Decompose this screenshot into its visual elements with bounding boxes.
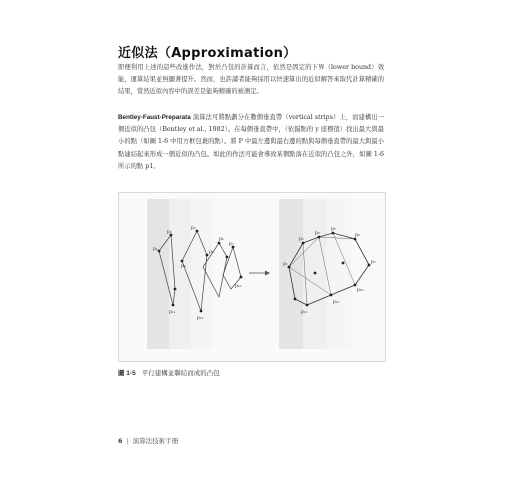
svg-text:p₃: p₃	[191, 226, 196, 231]
svg-text:p₂: p₂	[299, 237, 304, 242]
svg-text:p₅: p₅	[331, 227, 336, 232]
page-number: 6	[118, 437, 123, 445]
strip-left-3	[191, 199, 213, 349]
svg-text:p₃: p₃	[315, 231, 320, 236]
svg-text:p₁₂: p₁₂	[333, 300, 340, 305]
svg-text:p₁₀: p₁₀	[235, 284, 242, 289]
figure-caption-text: 平行建構並聯結而成的凸包	[141, 369, 220, 377]
strip-left-1	[147, 199, 169, 349]
book-title: 演算法技術手冊	[132, 437, 179, 445]
section-title: 近似法（Approximation）	[118, 46, 297, 61]
strip-left-4	[213, 199, 235, 349]
paragraph-bfp	[118, 112, 384, 173]
svg-text:p₁: p₁	[153, 247, 158, 252]
svg-text:p₆: p₆	[355, 233, 360, 238]
footer-separator: |	[126, 437, 129, 445]
algorithm-name: Bentley-Faust-Preparata	[118, 114, 191, 121]
figure-convex-hull	[118, 192, 386, 362]
svg-text:p₁₀: p₁₀	[357, 288, 364, 293]
svg-text:p₂: p₂	[167, 230, 172, 235]
svg-text:p₇: p₇	[371, 260, 376, 265]
svg-text:p₁₂: p₁₂	[197, 316, 204, 321]
figure-caption	[118, 368, 220, 377]
strip-left-2	[169, 199, 191, 349]
svg-text:p₇: p₇	[229, 242, 234, 247]
svg-text:p₅: p₅	[209, 250, 214, 255]
page-footer	[118, 436, 178, 445]
svg-text:p₁₁: p₁₁	[301, 310, 308, 315]
svg-text:p₄: p₄	[181, 264, 186, 269]
figure-caption-number: 圖 1-5	[118, 370, 136, 377]
paragraph-intro: 即便利用上述的這些改進作法，對於凸包的計算而言，依然是固定的下界（lower bound）效能，運算結果並無顯著提升。然而，也許讀者能夠採用以快速算出的近似解答來取代計算精確的結果，當然近似內容中的誤差是能夠精確的被測定。	[118, 64, 384, 96]
paragraph-bfp-body: 演算法可將點劃分在數個垂直帶（vertical strips）上，而建構出一個近似的凸包（Bentley et al., 1982）。在每個垂直帶中，（依錨點的 y 座標值）找出最大與最小的點（如圖 1-6 中用方框包裹的點）。將 P 中最左邊與最右邊的點與每個垂直帶的最大與最小點連結起來形成一個近似的凸包。如此的作法可能會導致某個點落在近似的凸包之外，如圖 1-6 所示的點 p1。	[118, 114, 384, 170]
strip-right-3	[327, 199, 351, 349]
figure-illustration	[119, 193, 385, 361]
svg-text:p₁₁: p₁₁	[169, 310, 176, 315]
arrow-icon	[265, 271, 270, 276]
svg-text:p₁: p₁	[283, 262, 288, 267]
svg-text:p₆: p₆	[219, 237, 224, 242]
